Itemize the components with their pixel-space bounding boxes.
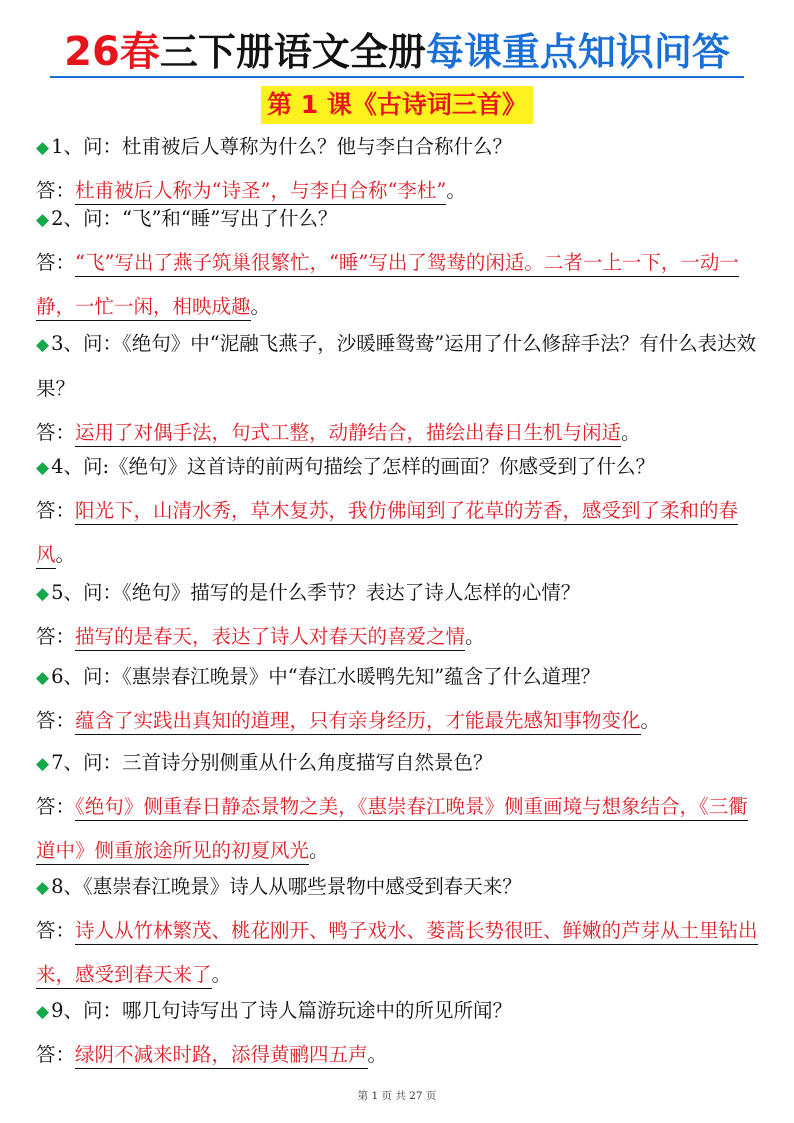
page-header: [0, 30, 794, 74]
page-title: [64, 30, 730, 74]
qa-item-7: [36, 742, 760, 873]
answer: 答：运用了对偶手法，句式工整，动静结合，描绘出春日生机与闲适。: [36, 411, 760, 455]
answer: 答：杜甫被后人称为“诗圣”，与李白合称“李杜”。: [36, 169, 760, 213]
diamond-bullet-icon: ◆: [36, 458, 50, 478]
answer-text: 《绝句》侧重春日静态景物之美，《惠崇春江晚景》侧重画境与想象结合，《三衢道中》侧重旅途所见的初夏风光: [36, 795, 748, 865]
answer-text: 绿阴不减来时路，添得黄鹂四五声: [75, 1043, 368, 1069]
title-topic: 每课重点知识问答: [425, 30, 730, 74]
question: ◆ 1、问：杜甫被后人尊称为什么？他与李白合称什么？: [36, 135, 512, 158]
qa-item-9: [36, 990, 760, 1077]
diamond-bullet-icon: ◆: [36, 878, 50, 898]
question: ◆ 3、问：《绝句》中“泥融飞燕子，沙暖睡鸳鸯”运用了什么修辞手法？有什么表达效果？: [36, 332, 757, 400]
diamond-bullet-icon: ◆: [36, 584, 50, 604]
qa-item-3: [36, 322, 760, 455]
qa-item-8: [36, 866, 760, 997]
answer-text: 杜甫被后人称为“诗圣”，与李白合称“李杜”: [75, 179, 446, 205]
diamond-bullet-icon: ◆: [36, 668, 50, 688]
answer-text: “飞”写出了燕子筑巢很繁忙，“睡”写出了鸳鸯的闲适。二者一上一下，一动一静，一忙一闲，相映成趣: [36, 251, 739, 321]
question: ◆ 9、问：哪几句诗写出了诗人篇游玩途中的所见所闻？: [36, 999, 512, 1022]
diamond-bullet-icon: ◆: [36, 335, 50, 355]
qa-item-2: [36, 198, 760, 329]
answer-text: 蕴含了实践出真知的道理，只有亲身经历，才能最先感知事物变化: [75, 709, 641, 735]
qa-item-6: [36, 656, 760, 743]
answer-text: 阳光下，山清水秀，草木复苏，我仿佛闻到了花草的芳香，感受到了柔和的春风: [36, 499, 738, 569]
diamond-bullet-icon: ◆: [36, 754, 50, 774]
diamond-bullet-icon: ◆: [36, 1002, 50, 1022]
question: ◆ 6、问：《惠崇春江晚景》中“春江水暖鸭先知”蕴含了什么道理？: [36, 665, 601, 688]
answer: 答：描写的是春天，表达了诗人对春天的喜爱之情。: [36, 615, 760, 659]
answer: 答：阳光下，山清水秀，草木复苏，我仿佛闻到了花草的芳香，感受到了柔和的春风。: [36, 489, 760, 577]
page-footer: 第 1 页 共 27 页: [357, 1090, 437, 1102]
question: ◆ 2、问：“飞”和“睡”写出了什么？: [36, 207, 338, 230]
question: ◆ 4、问:《绝句》这首诗的前两句描绘了怎样的画面？你感受到了什么？: [36, 455, 656, 478]
question: ◆ 5、问：《绝句》描写的是什么季节？表达了诗人怎样的心情？: [36, 581, 581, 604]
qa-item-5: [36, 572, 760, 659]
lesson-heading: [0, 86, 794, 124]
diamond-bullet-icon: ◆: [36, 210, 50, 230]
lesson-title: 第 1 课《古诗词三首》: [261, 86, 533, 124]
answer: 答：“飞”写出了燕子筑巢很繁忙，“睡”写出了鸳鸯的闲适。二者一上一下，一动一静，一忙一闲，相映成趣。: [36, 241, 760, 329]
answer-text: 运用了对偶手法，句式工整，动静结合，描绘出春日生机与闲适: [75, 421, 621, 447]
answer-text: 描写的是春天，表达了诗人对春天的喜爱之情: [75, 625, 465, 651]
question: ◆ 8、《惠崇春江晚景》诗人从哪些景物中感受到春天来？: [36, 875, 522, 898]
diamond-bullet-icon: ◆: [36, 138, 50, 158]
answer: 答：蕴含了实践出真知的道理，只有亲身经历，才能最先感知事物变化。: [36, 699, 760, 743]
answer: 答：诗人从竹林繁茂、桃花刚开、鸭子戏水、蒌蒿长势很旺、鲜嫩的芦芽从土里钻出来，感受到春天来了。: [36, 909, 760, 997]
title-underline: [50, 76, 744, 78]
title-year: 26春: [64, 29, 160, 75]
answer: 答：绿阴不减来时路，添得黄鹂四五声。: [36, 1033, 760, 1077]
question: ◆ 7、问：三首诗分别侧重从什么角度描写自然景色？: [36, 751, 493, 774]
answer: 答：《绝句》侧重春日静态景物之美，《惠崇春江晚景》侧重画境与想象结合，《三衢道中》侧重旅途所见的初夏风光。: [36, 785, 760, 873]
title-subject: 三下册语文全册: [159, 30, 426, 74]
answer-text: 诗人从竹林繁茂、桃花刚开、鸭子戏水、蒌蒿长势很旺、鲜嫩的芦芽从土里钻出来，感受到春天来了: [36, 919, 758, 989]
qa-item-4: [36, 446, 760, 577]
